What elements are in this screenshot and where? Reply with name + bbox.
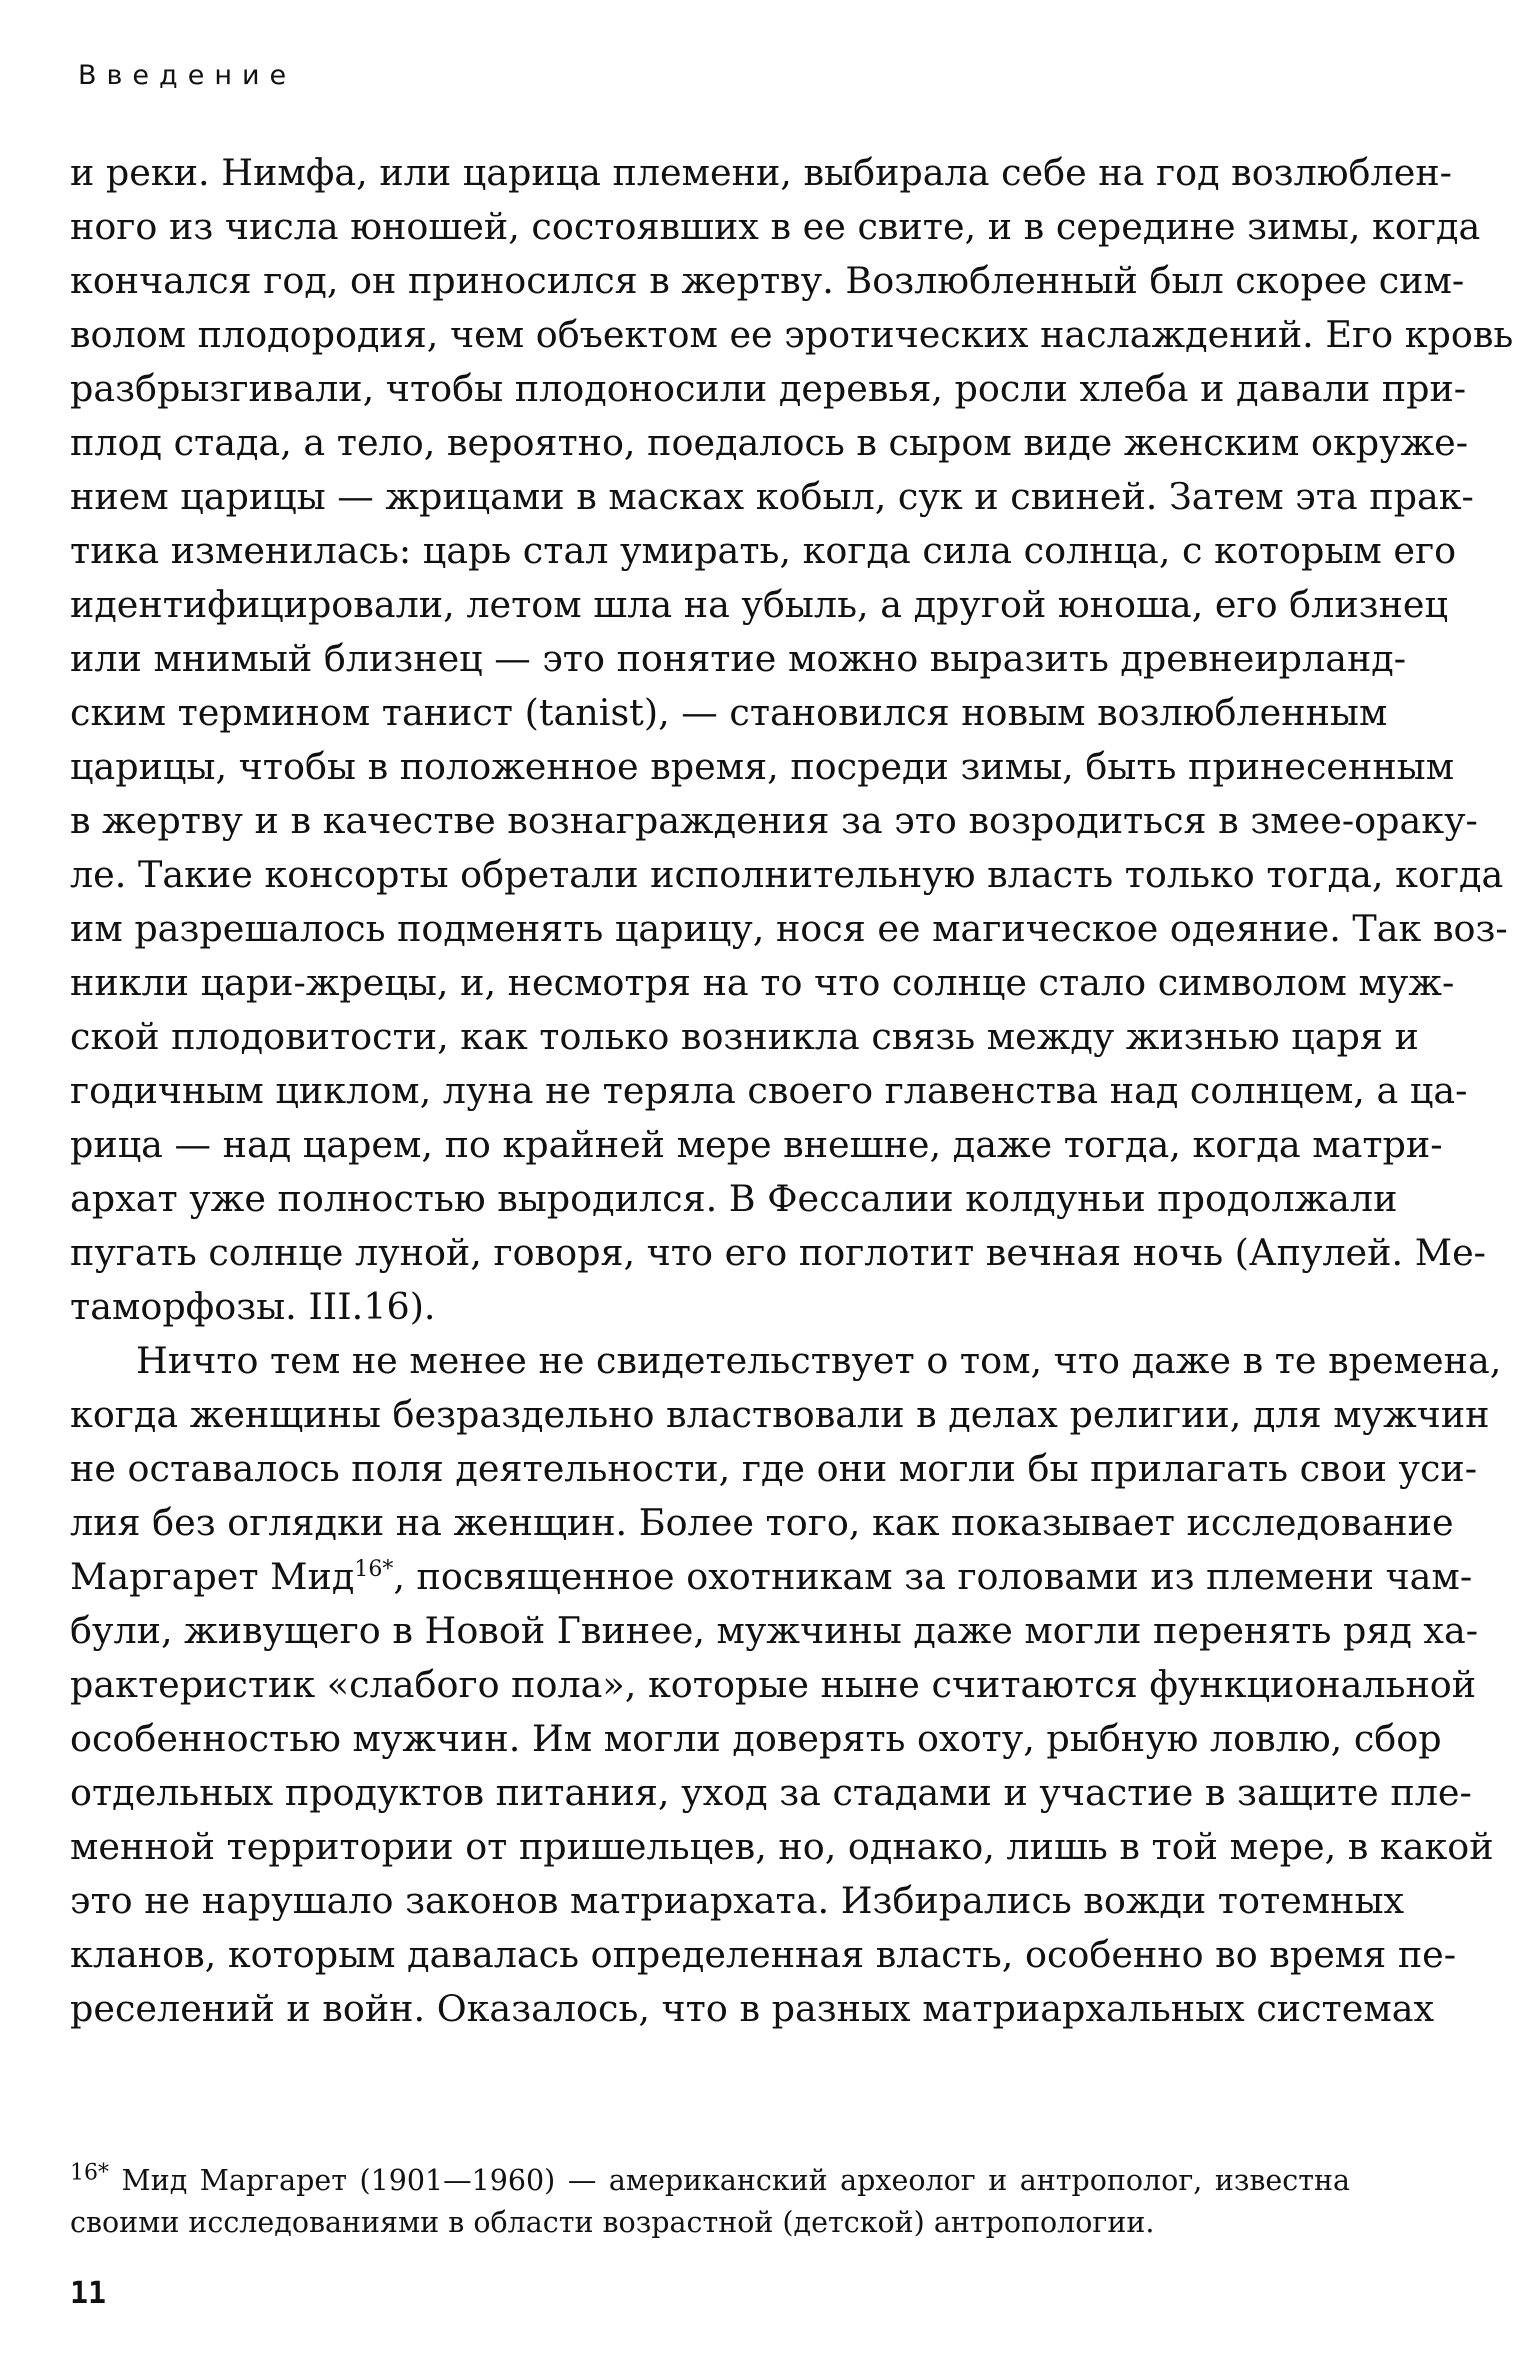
text-line: в жертву и в качестве вознаграждения за это возродиться в змее-ораку-	[70, 799, 1478, 842]
text-line: не оставалось поля деятельности, где они могли бы прилагать свои уси-	[70, 1447, 1478, 1490]
text-line: волом плодородия, чем объектом ее эротических наслаждений. Его кровь	[70, 313, 1513, 356]
footnote-text: Мид Маргарет (1901—1960) — американский археолог и антрополог, известна	[109, 2164, 1350, 2197]
text-line: и реки. Нимфа, или царица племени, выбирала себе на год возлюблен-	[70, 151, 1452, 194]
text-line: архат уже полностью выродился. В Фессалии колдуньи продолжали	[70, 1177, 1398, 1220]
text-line: им разрешалось подменять царицу, нося ее магическое одеяние. Так воз-	[70, 907, 1508, 950]
text-line: ле. Такие консорты обретали исполнительную власть только тогда, когда	[70, 853, 1504, 896]
text-line: реселений и войн. Оказалось, что в разных матриархальных системах	[70, 1987, 1435, 2030]
text-line: или мнимый близнец — это понятие можно выразить древнеирланд-	[70, 637, 1407, 680]
text-line: это не нарушало законов матриархата. Избирались вожди тотемных	[70, 1879, 1405, 1922]
text-line: годичным циклом, луна не теряла своего главенства над солнцем, а ца-	[70, 1069, 1468, 1112]
text-line: Ничто тем не менее не свидетельствует о том, что даже в те времена,	[136, 1339, 1502, 1382]
main-text	[70, 146, 1513, 2036]
text-line: нием царицы — жрицами в масках кобыл, сук и свиней. Затем эта прак-	[70, 475, 1474, 518]
text-line: царицы, чтобы в положенное время, посреди зимы, быть принесенным	[70, 745, 1455, 788]
paragraph-1	[70, 146, 1513, 1334]
text-line: рица — над царем, по крайней мере внешне, даже тогда, когда матри-	[70, 1123, 1443, 1166]
text-line: когда женщины безраздельно властвовали в делах религии, для мужчин	[70, 1393, 1490, 1436]
text-line: менной территории от пришельцев, но, однако, лишь в той мере, в какой	[70, 1825, 1494, 1868]
text-line: лия без оглядки на женщин. Более того, как показывает исследование	[70, 1501, 1454, 1544]
text-line: кончался год, он приносился в жертву. Возлюбленный был скорее сим-	[70, 259, 1465, 302]
text-line: рактеристик «слабого пола», которые ныне считаются функциональной	[70, 1663, 1477, 1706]
text-line: ским термином танист (tanist), — становился новым возлюбленным	[70, 691, 1388, 734]
page-number: 11	[70, 2276, 107, 2311]
text-segment: , посвященное охотникам за головами из племени чам-	[393, 1555, 1473, 1598]
text-line: були, живущего в Новой Гвинее, мужчины даже могли перенять ряд ха-	[70, 1609, 1479, 1652]
text-segment: Маргарет Мид	[70, 1555, 355, 1598]
text-line: плод стада, а тело, вероятно, поедалось в сыром виде женским окруже-	[70, 421, 1469, 464]
running-title: Введение	[78, 60, 297, 91]
text-line: кланов, которым давалась определенная власть, особенно во время пе-	[70, 1933, 1457, 1976]
text-line: разбрызгивали, чтобы плодоносили деревья, росли хлеба и давали при-	[70, 367, 1467, 410]
text-line: отдельных продуктов питания, уход за стадами и участие в защите пле-	[70, 1771, 1472, 1814]
footnote-marker: 16*	[70, 2160, 109, 2186]
text-line: никли цари-жрецы, и, несмотря на то что солнце стало символом муж-	[70, 961, 1455, 1004]
footnote	[70, 2160, 1350, 2244]
footnote-line: своими исследованиями в области возрастной (детской) антропологии.	[70, 2206, 1155, 2239]
text-line	[70, 1550, 1473, 1604]
text-line: идентифицировали, летом шла на убыль, а другой юноша, его близнец	[70, 583, 1448, 626]
text-line: таморфозы. III.16).	[70, 1285, 436, 1328]
text-line: ного из числа юношей, состоявших в ее свите, и в середине зимы, когда	[70, 205, 1481, 248]
footnote-reference[interactable]: 16*	[354, 1556, 394, 1582]
text-line: тика изменилась: царь стал умирать, когда сила солнца, с которым его	[70, 529, 1457, 572]
text-line: пугать солнце луной, говоря, что его поглотит вечная ночь (Апулей. Ме-	[70, 1231, 1486, 1274]
paragraph-2	[70, 1334, 1502, 2036]
footnote-line	[70, 2160, 1350, 2202]
text-line: особенностью мужчин. Им могли доверять охоту, рыбную ловлю, сбор	[70, 1717, 1442, 1760]
text-line: ской плодовитости, как только возникла связь между жизнью царя и	[70, 1015, 1419, 1058]
